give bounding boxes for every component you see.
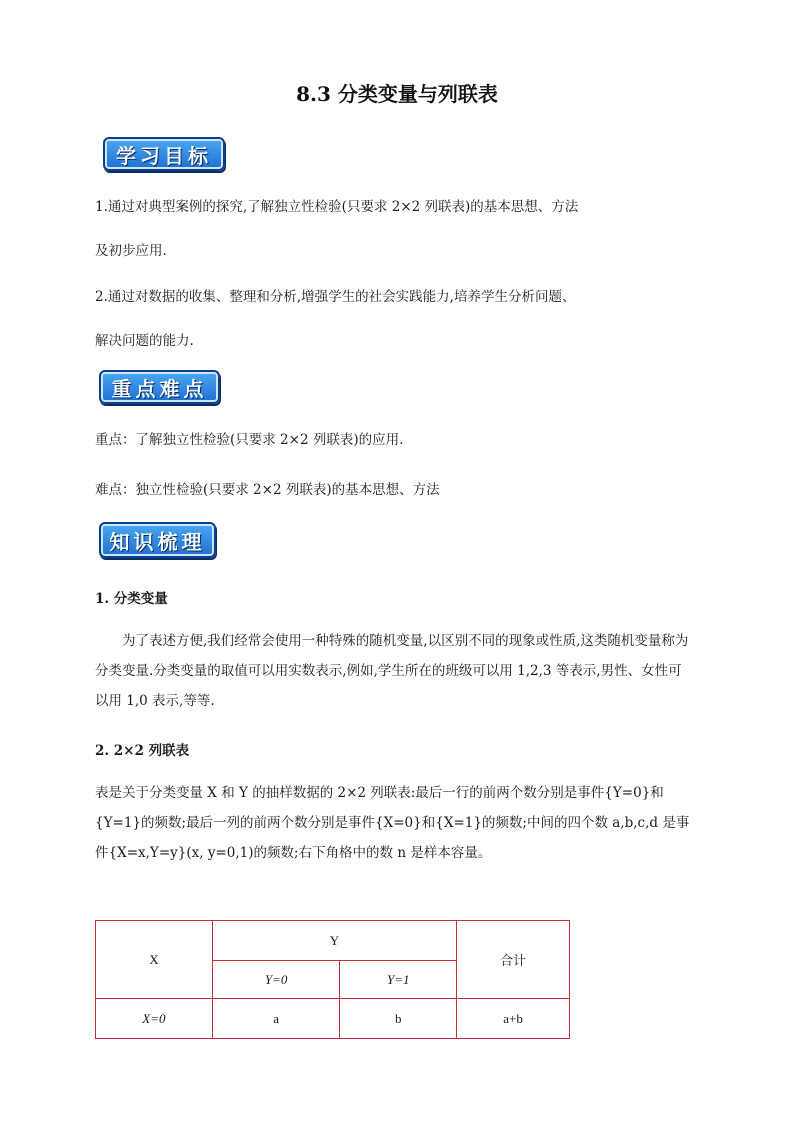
goal-line-1: 1.通过对典型案例的探究,了解独立性检验(只要求 2×2 列联表)的基本思想、方法 — [95, 199, 579, 215]
section-1-heading: 1. 分类变量 — [95, 591, 168, 607]
key-difficulty: 难点：独立性检验(只要求 2×2 列联表)的基本思想、方法 — [95, 482, 440, 498]
badge-key-points: 重点难点 — [99, 370, 220, 404]
cell-b: b — [340, 999, 457, 1039]
contingency-table — [95, 920, 570, 1039]
header-y0: Y=0 — [212, 961, 340, 999]
page-title: 8.3 分类变量与列联表 — [296, 82, 498, 106]
badge-knowledge: 知识梳理 — [99, 522, 216, 558]
badge-learning-goals: 学习目标 — [103, 137, 225, 171]
section-1-body: 为了表述方便,我们经常会使用一种特殊的随机变量,以区别不同的现象或性质,这类随机变量称为分类变量.分类变量的取值可以用实数表示,例如,学生所在的班级可以用 1,2,3 等表示,男性、女性可以用 1,0 表示,等等. — [95, 633, 689, 709]
goal-line-2: 及初步应用. — [95, 243, 167, 259]
row-x0-label: X=0 — [96, 999, 213, 1039]
header-y: Y — [212, 921, 456, 961]
key-focus: 重点：了解独立性检验(只要求 2×2 列联表)的应用. — [95, 432, 404, 448]
section-2-heading: 2. 2×2 列联表 — [95, 743, 190, 759]
cell-row-total: a+b — [457, 999, 570, 1039]
header-y1: Y=1 — [340, 961, 457, 999]
header-total: 合计 — [457, 921, 570, 999]
section-2-body: 表是关于分类变量 X 和 Y 的抽样数据的 2×2 列联表:最后一行的前两个数分别是事件{Y=0}和{Y=1}的频数;最后一列的前两个数分别是事件{X=0}和{X=1}的频数;中间的四个数 a,b,c,d 是事件{X=x,Y=y}(x, y=0,1)的频数;右下角格中的数 n 是样本容量。 — [95, 785, 690, 861]
goal-line-4: 解决问题的能力. — [95, 333, 194, 349]
goal-line-3: 2.通过对数据的收集、整理和分析,增强学生的社会实践能力,培养学生分析问题、 — [95, 289, 576, 305]
header-x: X — [96, 921, 213, 999]
cell-a: a — [212, 999, 340, 1039]
